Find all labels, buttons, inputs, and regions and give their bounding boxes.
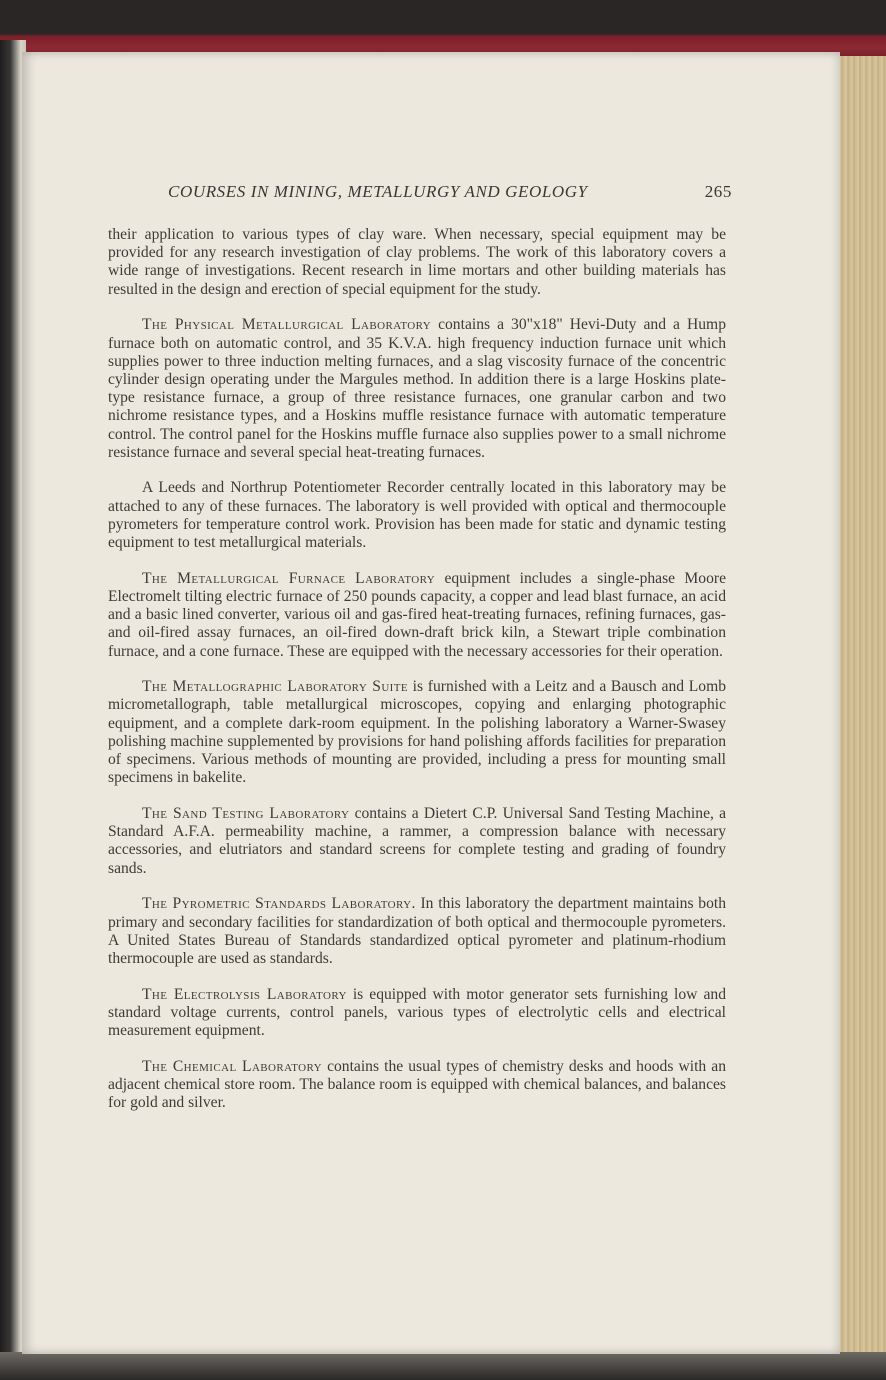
page-block-edge (838, 56, 886, 1366)
paragraph (108, 316, 726, 462)
paragraph (108, 986, 726, 1041)
paragraph-text: is furnished with a Leitz and a Bausch and Lomb micrometallograph, table metallurgical microscopes, copying and enlarging photographic equipment, and a complete dark-room equipment. In the polishing laboratory a Warner-Swasey polishing machine supplemented by provisions for hand polishing affords facilities for preparation of specimens. Various methods of mounting are provided, including a press for mounting small specimens in bakelite. (108, 678, 726, 787)
paragraph-text: contains the usual types of chemistry desks and hoods with an adjacent chemical store room. The balance room is equipped with chemical balances, and balances for gold and silver. (108, 1057, 726, 1112)
paragraph (108, 479, 726, 552)
paragraph-text: is equipped with motor generator sets furnishing low and standard voltage currents, control panels, various types of electrolytic cells and electrical measurement equipment. (108, 985, 727, 1040)
paragraph (108, 805, 726, 878)
paragraph-text: contains a Dietert C.P. Universal Sand Testing Machine, a Standard A.F.A. permeability machine, a rammer, a compression balance with necessary accessories, and elutriators and standard screens for complete testing and grading of foundry sands. (108, 804, 726, 877)
paragraph-lead: The Sand Testing Laboratory (142, 804, 350, 822)
paragraph-text: their application to various types of clay ware. When necessary, special equipment may be provided for any research investigation of clay problems. The work of this laboratory covers a wide range of investigations. Recent research in lime mortars and other building materials has resulted in the design and erection of special equipment for the study. (108, 226, 726, 298)
paragraph (108, 570, 726, 661)
paragraph-lead: The Metallographic Laboratory Suite (142, 678, 408, 696)
paragraph-lead: The Metallurgical Furnace Laboratory (142, 569, 436, 587)
running-header (168, 182, 732, 206)
paragraph (108, 1058, 726, 1113)
paragraph-text: equipment includes a single-phase Moore Electromelt tilting electric furnace of 250 pounds capacity, a copper and lead blast furnace, an acid and a basic lined converter, various oil and gas-fired heat-treating furnaces, refining furnaces, gas- and oil-fired assay furnaces, an oil-fired down-draft brick kiln, a Stewart triple combination furnace, and a cone furnace. These are equipped with the necessary accessories for their operation. (108, 569, 726, 660)
page-number: 265 (704, 182, 732, 201)
paragraph (108, 895, 726, 968)
paragraph (108, 678, 726, 787)
book-bottom-edge (0, 1352, 886, 1380)
paragraph-text: In this laboratory the department maintains both primary and secondary facilities for standardization of both optical and thermocouple pyrometers. A United States Bureau of Standards standardized optical pyrometer and platinum-rhodium thermocouple are used as standards. (108, 895, 726, 967)
paragraph-text: contains a 30"x18" Hevi-Duty and a Hump furnace both on automatic control, and 35 K.V.A. high frequency induction furnace unit which supplies power to three induction melting furnaces, and a slag viscosity furnace of the concentric cylinder design operating under the Margules method. In addition there is a large Hoskins plate-type resistance furnace, a group of three resistance furnaces, one granular carbon and two nichrome resistance types, and a Hoskins muffle resistance furnace with automatic temperature control. The control panel for the Hoskins muffle furnace also supplies power to a small nichrome resistance furnace and several special heat-treating furnaces. (108, 316, 726, 461)
page-body (108, 226, 726, 1130)
paragraph-text: A Leeds and Northrup Potentiometer Recorder centrally located in this laboratory may be attached to any of these furnaces. The laboratory is well provided with optical and thermocouple pyrometers for temperature control work. Provision has been made for static and dynamic testing equipment to test metallurgical materials. (108, 479, 726, 552)
paragraph-lead: The Chemical Laboratory (142, 1057, 322, 1075)
paragraph-lead: The Physical Metallurgical Laboratory (142, 316, 432, 334)
paragraph-lead: The Pyrometric Standards Laboratory. (142, 895, 416, 913)
paragraph-lead: The Electrolysis Laboratory (142, 985, 347, 1003)
running-title: COURSES IN MINING, METALLURGY AND GEOLOGY (168, 182, 588, 201)
paragraph (108, 226, 726, 299)
